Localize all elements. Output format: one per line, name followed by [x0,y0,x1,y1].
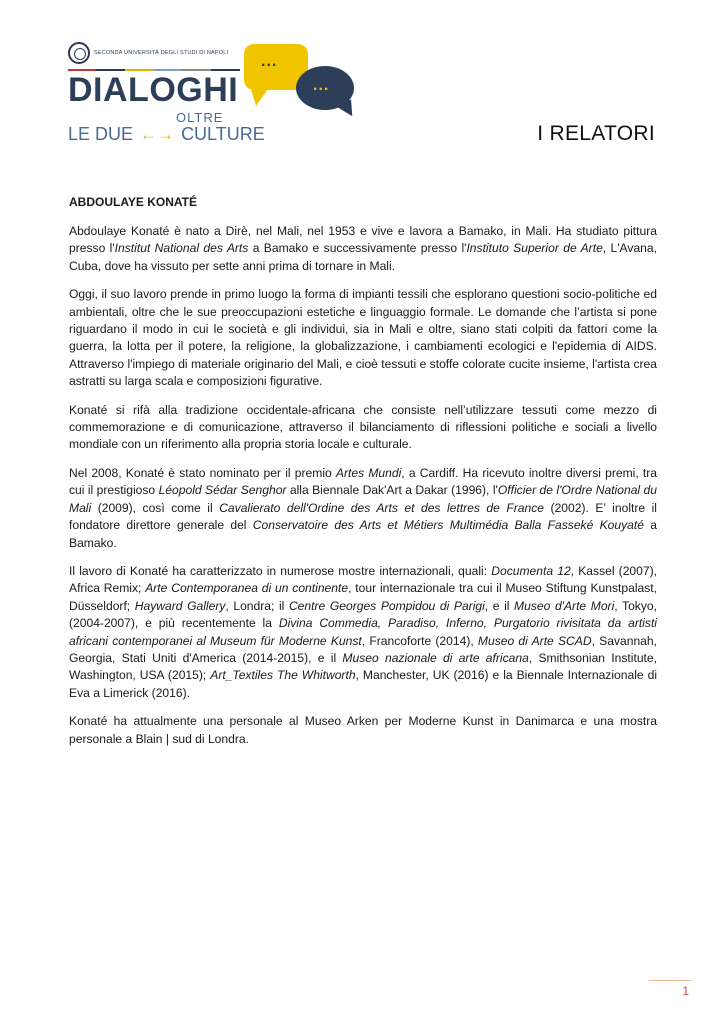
paragraph [69,223,657,275]
italic-run: Instituto Superior de Arte [466,241,603,256]
text-run: a Bamako. [69,518,657,550]
text-run: , Savannah, Georgia, Stati Uniti d'America (2014-2015), e il [69,633,657,665]
paragraph [69,563,657,702]
document-body [69,194,657,759]
text-run: a Bamako e successivamente presso l' [248,241,467,256]
page-number: 1 [682,984,689,998]
italic-run: Cavalierato dell'Ordine des Arts et des lettres de France [219,500,545,515]
text-run: , tour internazionale tra cui il Museo Stiftung Kunstpalast, Düsseldorf; [69,581,658,613]
italic-run: Léopold Sédar Senghor [158,483,287,498]
italic-run: Conservatoire des Arts et Métiers Multimédia Balla Fasseké Kouyaté [252,518,644,533]
logo-culture: CULTURE [181,124,265,144]
university-seal-icon [68,42,90,64]
italic-run: Art_Textiles The Whitworth [210,668,356,683]
logo-tagline [68,125,265,143]
text-run: Il lavoro di Konaté ha caratterizzato in numerose mostre internazionali, quali: [69,563,492,578]
paragraph [69,465,657,552]
text-run: Abdoulaye Konaté è nato a Dirè, nel Mali, nel 1953 e vive e lavora a Bamako, in Mali. Ha studiato pittura presso l' [69,224,657,256]
page-title: I RELATORI [537,122,655,145]
paragraphs [69,223,657,748]
text-run: , Tokyo, (2004-2007), e più recentemente la [69,598,657,631]
text-run: , Francoforte (2014), [361,633,478,648]
paragraph [69,402,657,454]
logo-le-due: LE DUE [68,124,134,144]
text-run: (2009), così come il [91,500,220,515]
text-run: , Kassel (2007), Africa Remix; [69,563,658,596]
text-run: , e il [484,598,515,613]
text-run: , Manchester, UK (2016) e la Biennale Internazionale di Eva a Limerick (2016). [69,668,658,700]
university-header [68,42,228,64]
speech-bubble-yellow-tail [250,86,270,106]
text-run: , Smithsonian Institute, Washington, USA (2015); [69,650,658,683]
paragraph [69,286,657,390]
text-run: (2002). E’ inoltre il fondatore direttore generale del [69,500,657,533]
italic-run: Artes Mundi [335,465,402,480]
logo [68,42,358,146]
italic-run: Museo nazionale di arte africana [342,650,529,665]
text-run: , L'Avana, Cuba, dove ha vissuto per sette anni prima di tornare in Mali. [69,241,657,273]
italic-run: Documenta 12 [491,563,571,578]
text-run: , Londra; il [225,598,289,613]
text-run: Oggi, il suo lavoro prende in primo luogo la forma di impianti tessili che esplorano questioni socio-politiche ed ambientali, oltre che le sue preoccupazioni estetiche e linguaggio formale. Le domande che l’artista si pone riguardano il modo in cui le società e gli individui, sia in Mali e oltre, siano stati colpiti da fattori come la guerra, la lotta per il potere, la religione, la globalizzazione, i cambiamenti ecologici e l'epidemia di AIDS. Attraverso l'impiego di materiale originario del Mali, e cioè tessuti e stoffe colorate cucite insieme, l'artista crea astratti su larga scala e composizioni figurative. [69,287,657,389]
double-arrow-icon: ←→ [140,125,175,144]
italic-run: Officier de l'Ordre National du Mali [69,483,657,515]
speaker-name: ABDOULAYE KONATÉ [69,195,198,209]
italic-run: Centre Georges Pompidou di Parigi [288,598,485,613]
paragraph [69,713,657,748]
italic-run: Divina Commedia, Paradiso, Inferno, Purgatorio rivisitata da artisti africani contemporanei al Museum für Moderne Kunst [69,616,657,648]
logo-dialoghi: DIALOGHI [68,71,239,109]
italic-run: Arte Contemporanea di un continente [145,581,349,596]
italic-run: Hayward Gallery [134,598,226,613]
text-run: Nel 2008, Konaté è stato nominato per il premio [69,465,336,480]
italic-run: Museo di Arte SCAD [477,633,592,648]
footer-divider [649,980,691,981]
bubble-dots-dark: ... [313,77,330,94]
italic-run: Institut National des Arts [114,241,249,256]
university-name: SECONDA UNIVERSITÀ DEGLI STUDI DI NAPOLI [94,50,229,56]
text-run: Konaté ha attualmente una personale al Museo Arken per Moderne Kunst in Danimarca e una mostra personale a Blain | sud di Londra. [69,714,657,746]
logo-oltre: OLTRE [176,110,224,125]
text-run: Konaté si rifà alla tradizione occidentale-africana che consiste nell’utilizzare tessuti come mezzo di commemorazione e di comunicazione, attraverso il bilanciamento di riflessioni politiche e sociali a livello mondiale con un riferimento alla propria storia locale e culturale. [69,402,657,452]
text-run: , a Cardiff. Ha ricevuto inoltre diversi premi, tra cui il prestigioso [69,465,658,498]
italic-run: Museo d'Arte Mori [514,598,615,613]
text-run: alla Biennale Dak'Art a Dakar (1996), l' [286,483,498,498]
bubble-dots-yellow: ... [261,53,278,70]
